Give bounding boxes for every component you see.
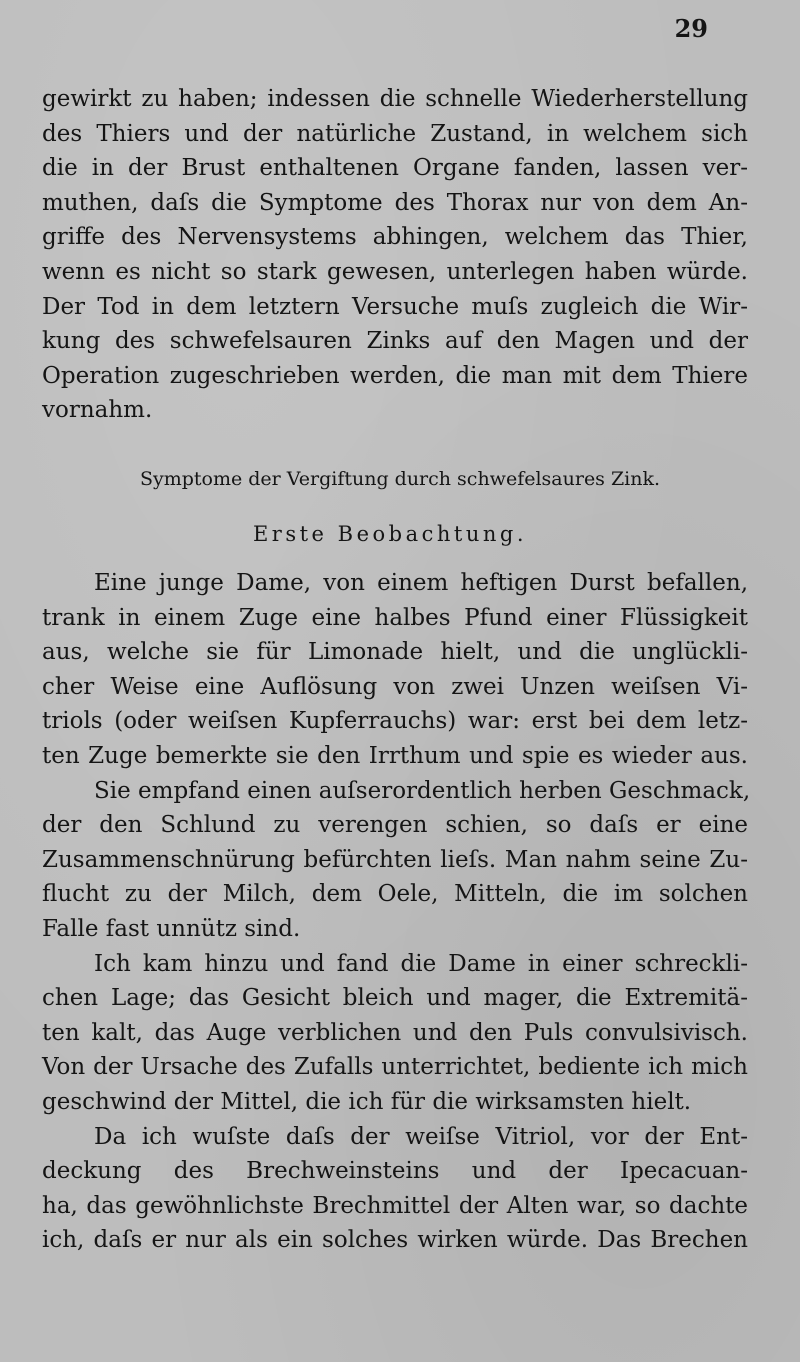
text-line: aus, welche sie für Limonade hielt, und die unglückli- bbox=[42, 639, 748, 666]
paragraph-1 bbox=[42, 82, 748, 428]
text-line: Da ich wuſste daſs der weiſse Vitriol, vor der Ent- bbox=[94, 1123, 748, 1150]
text-line: ten Zuge bemerkte sie den Irrthum und spie es wieder aus. bbox=[42, 742, 748, 769]
text-line: Von der Ursache des Zufalls unterrichtet, bediente ich mich bbox=[42, 1054, 748, 1081]
text-line: triols (oder weiſsen Kupferrauchs) war: erst bei dem letz- bbox=[42, 708, 748, 735]
text-line: ich, daſs er nur als ein solches wirken würde. Das Brechen bbox=[42, 1227, 748, 1254]
text-line: vornahm. bbox=[42, 397, 153, 424]
text-line: kung des schwefelsauren Zinks auf den Magen und der bbox=[42, 328, 748, 355]
text-line: Ich kam hinzu und fand die Dame in einer schreckli- bbox=[94, 950, 748, 977]
paragraph-4 bbox=[42, 947, 748, 1120]
paragraph-2 bbox=[42, 566, 748, 774]
section-heading: Erste Beobachtung. bbox=[252, 522, 528, 546]
text-line: deckung des Brechweinsteins und der Ipecacuan- bbox=[42, 1158, 748, 1185]
text-line: wenn es nicht so stark gewesen, unterlegen haben würde. bbox=[42, 258, 748, 285]
text-line: Der Tod in dem letztern Versuche muſs zugleich die Wir- bbox=[42, 293, 748, 320]
text-line: cher Weise eine Auflösung von zwei Unzen weiſsen Vi- bbox=[42, 673, 748, 700]
text-line: ha, das gewöhnlichste Brechmittel der Alten war, so dachte bbox=[42, 1192, 748, 1219]
text-line: griffe des Nervensystems abhingen, welchem das Thier, bbox=[42, 224, 748, 251]
text-line: die in der Brust enthaltenen Organe fanden, lassen ver- bbox=[42, 155, 748, 182]
text-line: Falle fast unnütz sind. bbox=[42, 915, 301, 942]
text-line: ten kalt, das Auge verblichen und den Puls convulsivisch. bbox=[42, 1019, 748, 1046]
paragraph-5 bbox=[42, 1120, 748, 1258]
text-line: muthen, daſs die Symptome des Thorax nur von dem An- bbox=[42, 189, 748, 216]
section-caption: Symptome der Vergiftung durch schwefelsaures Zink. bbox=[139, 468, 661, 490]
main-text bbox=[42, 566, 751, 1258]
text-line: Operation zugeschrieben werden, die man mit dem Thiere bbox=[42, 362, 748, 389]
text-line: gewirkt zu haben; indessen die schnelle Wiederherstellung bbox=[42, 86, 748, 112]
text-line: trank in einem Zuge eine halbes Pfund einer Flüssigkeit bbox=[42, 604, 748, 631]
text-line: chen Lage; das Gesicht bleich und mager, die Extremitä- bbox=[42, 985, 748, 1012]
text-line: Eine junge Dame, von einem heftigen Durst befallen, bbox=[94, 570, 748, 596]
text-line: des Thiers und der natürliche Zustand, in welchem sich bbox=[42, 120, 748, 147]
text-line: der den Schlund zu verengen schien, so daſs er eine bbox=[42, 812, 748, 839]
text-line: Sie empfand einen auſserordentlich herben Geschmack, bbox=[94, 777, 751, 804]
text-line: flucht zu der Milch, dem Oele, Mitteln, die im solchen bbox=[42, 881, 748, 908]
text-line: geschwind der Mittel, die ich für die wirksamsten hielt. bbox=[42, 1088, 692, 1115]
text-line: Zusammenschnürung befürchten lieſs. Man nahm seine Zu- bbox=[42, 846, 748, 873]
page-number: 29 bbox=[674, 14, 708, 43]
paragraph-3 bbox=[42, 774, 751, 947]
